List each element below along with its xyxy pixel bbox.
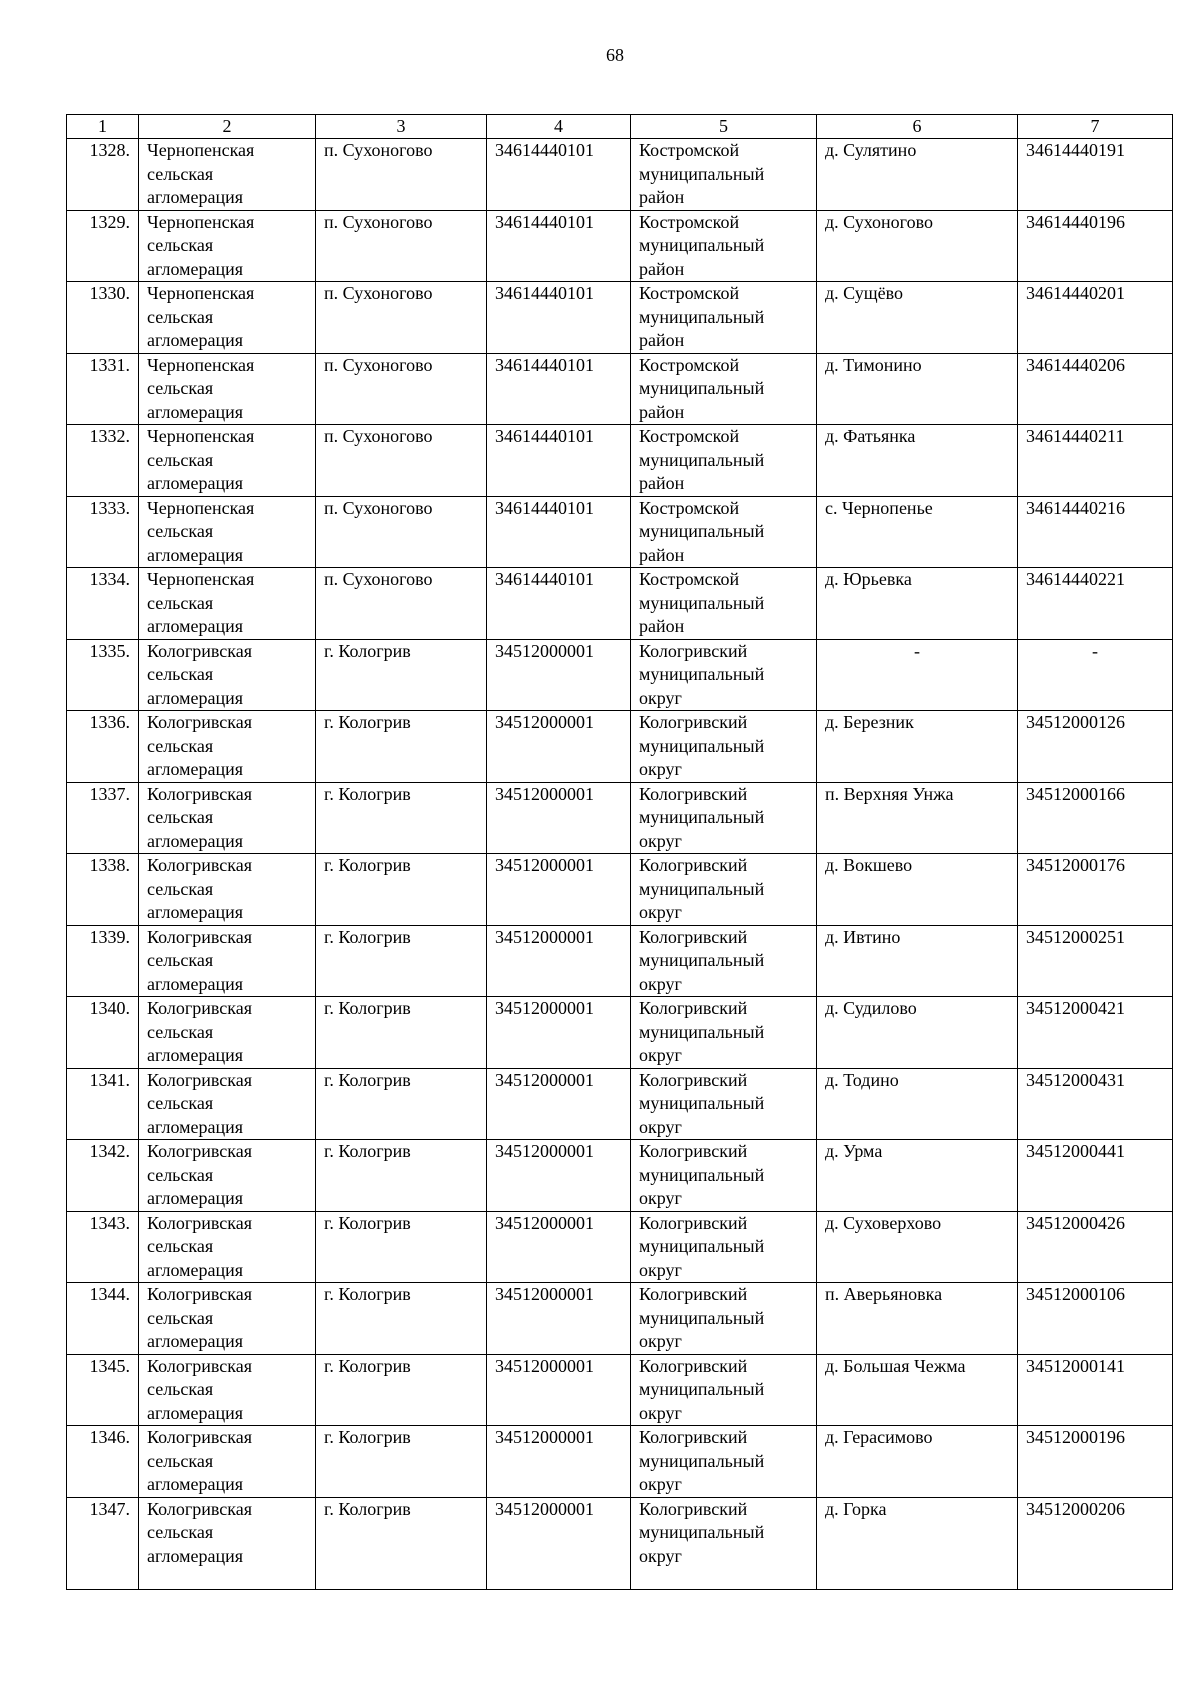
center-oktmo-cell: 34512000001 [487, 854, 631, 926]
center-oktmo-cell: 34614440101 [487, 210, 631, 282]
municipality-cell [631, 425, 817, 497]
center-oktmo-cell: 34512000001 [487, 711, 631, 783]
municipality-cell [631, 782, 817, 854]
municipality-cell-line: округ [639, 1045, 682, 1065]
table-row [67, 1140, 1173, 1212]
agglomeration-cell [139, 1140, 316, 1212]
agglomeration-cell-line: сельская [147, 1450, 214, 1471]
agglomeration-cell-line: Кологривская [147, 1355, 252, 1376]
center-oktmo-cell: 34512000001 [487, 782, 631, 854]
municipality-cell-line: округ [639, 1474, 682, 1494]
center-oktmo-cell: 34512000001 [487, 997, 631, 1069]
municipality-cell-line: муниципальный [639, 878, 765, 899]
row-number-cell: 1328. [67, 139, 139, 211]
municipality-cell-line: Костромской [639, 497, 740, 518]
agglomeration-cell-line: сельская [147, 1093, 214, 1113]
settlement-cell: п. Аверьяновка [817, 1283, 1018, 1355]
agglomeration-cell-line: агломерация [147, 187, 244, 207]
settlement-cell: д. Сулятино [817, 139, 1018, 211]
agglomeration-cell-line: сельская [147, 735, 214, 756]
municipality-cell-line: Кологривский [639, 1355, 748, 1376]
settlement-oktmo-cell: 34614440196 [1018, 210, 1173, 282]
center-oktmo-cell: 34512000001 [487, 1140, 631, 1212]
municipality-cell-line: Костромской [639, 140, 740, 160]
municipality-cell-line: округ [639, 902, 682, 922]
municipality-cell-line: округ [639, 1188, 682, 1208]
center-oktmo-cell: 34512000001 [487, 1354, 631, 1426]
municipality-cell-line: Кологривский [639, 1498, 748, 1519]
settlement-oktmo-cell: 34614440191 [1018, 139, 1173, 211]
row-number-cell: 1338. [67, 854, 139, 926]
municipality-cell-line: район [639, 330, 685, 350]
center-oktmo-cell: 34512000001 [487, 925, 631, 997]
center-cell: г. Кологрив [316, 1354, 487, 1426]
municipality-cell-line: Кологривский [639, 1069, 748, 1090]
municipality-cell [631, 1354, 817, 1426]
table-row [67, 425, 1173, 497]
center-cell: г. Кологрив [316, 997, 487, 1069]
agglomeration-cell [139, 1354, 316, 1426]
agglomeration-cell [139, 1497, 316, 1589]
agglomeration-cell-line: агломерация [147, 1116, 244, 1137]
row-number-cell: 1343. [67, 1211, 139, 1283]
municipality-cell-line: Кологривский [639, 1284, 748, 1304]
center-cell: п. Сухоногово [316, 139, 487, 211]
municipality-cell [631, 210, 817, 282]
agglomeration-cell-line: агломерация [147, 616, 244, 636]
agglomeration-cell-line: агломерация [147, 1045, 244, 1065]
center-cell: г. Кологрив [316, 639, 487, 711]
agglomeration-cell [139, 782, 316, 854]
settlement-cell: д. Большая Чежма [817, 1354, 1018, 1426]
center-cell: п. Сухоногово [316, 282, 487, 354]
settlement-oktmo-cell: 34512000206 [1018, 1497, 1173, 1589]
agglomeration-cell [139, 139, 316, 211]
settlement-oktmo-cell: 34512000421 [1018, 997, 1173, 1069]
settlement-cell: д. Юрьевка [817, 568, 1018, 640]
municipality-cell-line: округ [639, 1402, 682, 1423]
agglomeration-cell-line: Кологривская [147, 926, 252, 947]
center-cell: п. Сухоногово [316, 353, 487, 425]
row-number-cell: 1336. [67, 711, 139, 783]
agglomeration-cell-line: Кологривская [147, 855, 252, 875]
table-row [67, 1211, 1173, 1283]
municipality-cell [631, 1283, 817, 1355]
settlement-oktmo-cell: 34614440206 [1018, 353, 1173, 425]
center-cell: п. Сухоногово [316, 496, 487, 568]
municipality-cell [631, 568, 817, 640]
row-number-cell: 1345. [67, 1354, 139, 1426]
municipality-cell-line: муниципальный [639, 950, 765, 970]
table-row [67, 997, 1173, 1069]
table-row [67, 1426, 1173, 1498]
settlement-oktmo-cell: 34614440211 [1018, 425, 1173, 497]
agglomeration-cell-line: сельская [147, 1236, 214, 1256]
municipality-cell-line: муниципальный [639, 664, 765, 684]
municipality-cell-line: муниципальный [639, 1522, 765, 1542]
settlement-cell: д. Сухоногово [817, 210, 1018, 282]
center-oktmo-cell: 34512000001 [487, 639, 631, 711]
municipality-cell-line: район [639, 187, 685, 207]
settlement-cell: д. Тодино [817, 1068, 1018, 1140]
agglomeration-cell-line: сельская [147, 449, 214, 470]
municipality-cell [631, 639, 817, 711]
agglomeration-cell-line: сельская [147, 1379, 214, 1399]
center-cell: г. Кологрив [316, 1426, 487, 1498]
agglomeration-cell-line: агломерация [147, 902, 244, 922]
agglomeration-cell [139, 282, 316, 354]
row-number-cell: 1339. [67, 925, 139, 997]
table-row [67, 1354, 1173, 1426]
agglomeration-cell-line: Чернопенская [147, 426, 255, 446]
agglomeration-cell-line: сельская [147, 950, 214, 970]
center-oktmo-cell: 34614440101 [487, 353, 631, 425]
row-number-cell: 1332. [67, 425, 139, 497]
agglomeration-cell [139, 1211, 316, 1283]
municipality-cell-line: муниципальный [639, 1450, 765, 1471]
agglomeration-cell-line: Кологривская [147, 1284, 252, 1304]
center-oktmo-cell: 34614440101 [487, 496, 631, 568]
agglomeration-cell-line: Чернопенская [147, 569, 255, 589]
agglomeration-cell-line: агломерация [147, 973, 244, 994]
settlement-oktmo-cell: 34512000126 [1018, 711, 1173, 783]
municipality-cell-line: Костромской [639, 354, 740, 375]
header-row [67, 115, 1173, 139]
agglomeration-cell-line: сельская [147, 1307, 214, 1328]
center-cell: п. Сухоногово [316, 425, 487, 497]
row-number-cell: 1329. [67, 210, 139, 282]
municipality-cell-line: муниципальный [639, 306, 765, 327]
agglomeration-cell-line: Кологривская [147, 998, 252, 1018]
municipality-cell-line: Кологривский [639, 855, 748, 875]
table-row [67, 1283, 1173, 1355]
municipality-cell [631, 925, 817, 997]
data-table [66, 114, 1173, 1590]
agglomeration-cell-line: агломерация [147, 401, 244, 422]
municipality-cell-line: район [639, 473, 685, 493]
agglomeration-cell-line: агломерация [147, 1474, 244, 1494]
agglomeration-cell-line: агломерация [147, 1331, 244, 1351]
settlement-cell: д. Урма [817, 1140, 1018, 1212]
municipality-cell-line: Костромской [639, 569, 740, 589]
agglomeration-cell-line: сельская [147, 807, 214, 827]
agglomeration-cell-line: Кологривская [147, 640, 252, 661]
center-cell: г. Кологрив [316, 1283, 487, 1355]
agglomeration-cell [139, 210, 316, 282]
settlement-cell: д. Березник [817, 711, 1018, 783]
agglomeration-cell-line: сельская [147, 1522, 214, 1542]
agglomeration-cell-line: сельская [147, 378, 214, 398]
agglomeration-cell [139, 1068, 316, 1140]
settlement-oktmo-cell: 34512000106 [1018, 1283, 1173, 1355]
center-cell: г. Кологрив [316, 1068, 487, 1140]
table-row [67, 711, 1173, 783]
municipality-cell-line: Кологривский [639, 998, 748, 1018]
municipality-cell-line: Костромской [639, 211, 740, 232]
row-number-cell: 1344. [67, 1283, 139, 1355]
settlement-cell: д. Вокшево [817, 854, 1018, 926]
agglomeration-cell-line: Кологривская [147, 712, 252, 732]
agglomeration-cell [139, 639, 316, 711]
settlement-cell: д. Герасимово [817, 1426, 1018, 1498]
table-row [67, 1497, 1173, 1589]
municipality-cell [631, 496, 817, 568]
center-oktmo-cell: 34614440101 [487, 568, 631, 640]
settlement-oktmo-cell: 34614440221 [1018, 568, 1173, 640]
center-cell: г. Кологрив [316, 711, 487, 783]
agglomeration-cell-line: Чернопенская [147, 354, 255, 375]
municipality-cell-line: округ [639, 687, 682, 708]
row-number-cell: 1346. [67, 1426, 139, 1498]
agglomeration-cell [139, 925, 316, 997]
municipality-cell [631, 711, 817, 783]
agglomeration-cell-line: Кологривская [147, 1069, 252, 1090]
agglomeration-cell-line: агломерация [147, 830, 244, 851]
settlement-oktmo-cell: 34512000166 [1018, 782, 1173, 854]
table-row [67, 782, 1173, 854]
center-cell: п. Сухоногово [316, 210, 487, 282]
municipality-cell [631, 1211, 817, 1283]
municipality-cell-line: округ [639, 1116, 682, 1137]
agglomeration-cell [139, 425, 316, 497]
agglomeration-cell-line: сельская [147, 664, 214, 684]
center-cell: п. Сухоногово [316, 568, 487, 640]
center-oktmo-cell: 34614440101 [487, 425, 631, 497]
municipality-cell-line: муниципальный [639, 1307, 765, 1328]
center-cell: г. Кологрив [316, 1140, 487, 1212]
row-number-cell: 1337. [67, 782, 139, 854]
agglomeration-cell-line: Кологривская [147, 1212, 252, 1233]
table-row [67, 353, 1173, 425]
municipality-cell-line: Костромской [639, 426, 740, 446]
municipality-cell [631, 997, 817, 1069]
municipality-cell-line: муниципальный [639, 163, 765, 184]
center-oktmo-cell: 34512000001 [487, 1426, 631, 1498]
row-number-cell: 1341. [67, 1068, 139, 1140]
municipality-cell-line: муниципальный [639, 378, 765, 398]
municipality-cell-line: муниципальный [639, 807, 765, 827]
settlement-cell: д. Ивтино [817, 925, 1018, 997]
municipality-cell [631, 1140, 817, 1212]
center-cell: г. Кологрив [316, 1497, 487, 1589]
municipality-cell-line: Кологривский [639, 783, 748, 804]
table-row [67, 925, 1173, 997]
municipality-cell-line: муниципальный [639, 1379, 765, 1399]
agglomeration-cell-line: Кологривская [147, 1498, 252, 1519]
row-number-cell: 1334. [67, 568, 139, 640]
center-cell: г. Кологрив [316, 1211, 487, 1283]
column-header: 2 [139, 115, 316, 139]
page-number: 68 [606, 45, 624, 65]
settlement-oktmo-cell: 34512000441 [1018, 1140, 1173, 1212]
agglomeration-cell-line: агломерация [147, 473, 244, 493]
municipality-cell-line: район [639, 258, 685, 279]
table-row [67, 568, 1173, 640]
municipality-cell-line: Кологривский [639, 640, 748, 661]
center-oktmo-cell: 34512000001 [487, 1497, 631, 1589]
table-row [67, 854, 1173, 926]
agglomeration-cell-line: сельская [147, 878, 214, 899]
table-row [67, 1068, 1173, 1140]
settlement-oktmo-cell: 34512000141 [1018, 1354, 1173, 1426]
agglomeration-cell-line: сельская [147, 592, 214, 613]
municipality-cell [631, 854, 817, 926]
settlement-oktmo-cell: 34512000431 [1018, 1068, 1173, 1140]
agglomeration-cell-line: Чернопенская [147, 211, 255, 232]
agglomeration-cell-line: сельская [147, 163, 214, 184]
municipality-cell-line: муниципальный [639, 235, 765, 255]
municipality-cell-line: муниципальный [639, 1164, 765, 1185]
table-row [67, 139, 1173, 211]
agglomeration-cell-line: сельская [147, 521, 214, 541]
row-number-cell: 1347. [67, 1497, 139, 1589]
agglomeration-cell [139, 496, 316, 568]
agglomeration-cell [139, 1426, 316, 1498]
municipality-cell [631, 139, 817, 211]
agglomeration-cell [139, 353, 316, 425]
table-row [67, 496, 1173, 568]
settlement-oktmo-cell: 34614440216 [1018, 496, 1173, 568]
agglomeration-cell-line: Кологривская [147, 1427, 252, 1447]
settlement-oktmo-cell: 34614440201 [1018, 282, 1173, 354]
column-header: 4 [487, 115, 631, 139]
agglomeration-cell-line: сельская [147, 1164, 214, 1185]
row-number-cell: 1335. [67, 639, 139, 711]
table-header [67, 115, 1173, 139]
row-number-cell: 1340. [67, 997, 139, 1069]
municipality-cell-line: округ [639, 1259, 682, 1280]
municipality-cell-line: Кологривский [639, 926, 748, 947]
center-cell: г. Кологрив [316, 782, 487, 854]
municipality-cell [631, 353, 817, 425]
center-oktmo-cell: 34614440101 [487, 139, 631, 211]
agglomeration-cell [139, 1283, 316, 1355]
table-body [67, 139, 1173, 1590]
agglomeration-cell-line: агломерация [147, 330, 244, 350]
agglomeration-cell [139, 711, 316, 783]
settlement-oktmo-cell: 34512000251 [1018, 925, 1173, 997]
municipality-cell-line: муниципальный [639, 449, 765, 470]
municipality-cell-line: муниципальный [639, 735, 765, 756]
agglomeration-cell-line: сельская [147, 1021, 214, 1042]
column-header: 1 [67, 115, 139, 139]
settlement-cell: д. Судилово [817, 997, 1018, 1069]
municipality-cell-line: Кологривский [639, 1212, 748, 1233]
table-row [67, 639, 1173, 711]
municipality-cell-line: округ [639, 759, 682, 779]
municipality-cell-line: Костромской [639, 283, 740, 303]
settlement-cell: - [817, 639, 1018, 711]
row-number-cell: 1333. [67, 496, 139, 568]
agglomeration-cell-line: агломерация [147, 687, 244, 708]
municipality-cell-line: округ [639, 1545, 682, 1566]
row-number-cell: 1331. [67, 353, 139, 425]
center-cell: г. Кологрив [316, 854, 487, 926]
settlement-cell: д. Тимонино [817, 353, 1018, 425]
table-row [67, 282, 1173, 354]
agglomeration-cell [139, 568, 316, 640]
agglomeration-cell-line: Кологривская [147, 783, 252, 804]
municipality-cell-line: муниципальный [639, 521, 765, 541]
agglomeration-cell-line: Чернопенская [147, 140, 255, 160]
agglomeration-cell-line: агломерация [147, 544, 244, 565]
municipality-cell-line: муниципальный [639, 1236, 765, 1256]
municipality-cell [631, 282, 817, 354]
agglomeration-cell [139, 854, 316, 926]
column-header: 5 [631, 115, 817, 139]
center-oktmo-cell: 34512000001 [487, 1283, 631, 1355]
agglomeration-cell-line: агломерация [147, 1188, 244, 1208]
center-oktmo-cell: 34512000001 [487, 1211, 631, 1283]
agglomeration-cell-line: агломерация [147, 258, 244, 279]
municipality-cell-line: Кологривский [639, 1141, 748, 1161]
settlement-cell: д. Сущёво [817, 282, 1018, 354]
agglomeration-cell-line: Кологривская [147, 1141, 252, 1161]
municipality-cell-line: округ [639, 973, 682, 994]
column-header: 3 [316, 115, 487, 139]
settlement-cell: с. Чернопенье [817, 496, 1018, 568]
column-header: 7 [1018, 115, 1173, 139]
municipality-cell-line: район [639, 401, 685, 422]
settlement-oktmo-cell: 34512000176 [1018, 854, 1173, 926]
settlement-cell: д. Суховерхово [817, 1211, 1018, 1283]
municipality-cell-line: Кологривский [639, 712, 748, 732]
municipality-cell [631, 1068, 817, 1140]
agglomeration-cell [139, 997, 316, 1069]
settlement-oktmo-cell: - [1018, 639, 1173, 711]
municipality-cell-line: муниципальный [639, 592, 765, 613]
municipality-cell-line: район [639, 544, 685, 565]
center-oktmo-cell: 34614440101 [487, 282, 631, 354]
municipality-cell [631, 1426, 817, 1498]
agglomeration-cell-line: агломерация [147, 1259, 244, 1280]
agglomeration-cell-line: Чернопенская [147, 283, 255, 303]
municipality-cell-line: муниципальный [639, 1093, 765, 1113]
center-cell: г. Кологрив [316, 925, 487, 997]
column-header: 6 [817, 115, 1018, 139]
settlement-oktmo-cell: 34512000426 [1018, 1211, 1173, 1283]
agglomeration-cell-line: агломерация [147, 1545, 244, 1566]
settlement-cell: п. Верхняя Унжа [817, 782, 1018, 854]
municipality-cell-line: Кологривский [639, 1427, 748, 1447]
municipality-cell-line: муниципальный [639, 1021, 765, 1042]
center-oktmo-cell: 34512000001 [487, 1068, 631, 1140]
row-number-cell: 1342. [67, 1140, 139, 1212]
agglomeration-cell-line: Чернопенская [147, 497, 255, 518]
municipality-cell-line: район [639, 616, 685, 636]
settlement-oktmo-cell: 34512000196 [1018, 1426, 1173, 1498]
agglomeration-cell-line: сельская [147, 235, 214, 255]
agglomeration-cell-line: сельская [147, 306, 214, 327]
row-number-cell: 1330. [67, 282, 139, 354]
settlement-cell: д. Горка [817, 1497, 1018, 1589]
agglomeration-cell-line: агломерация [147, 1402, 244, 1423]
agglomeration-cell-line: агломерация [147, 759, 244, 779]
settlement-cell: д. Фатьянка [817, 425, 1018, 497]
municipality-cell-line: округ [639, 1331, 682, 1351]
municipality-cell [631, 1497, 817, 1589]
municipality-cell-line: округ [639, 830, 682, 851]
table-row [67, 210, 1173, 282]
